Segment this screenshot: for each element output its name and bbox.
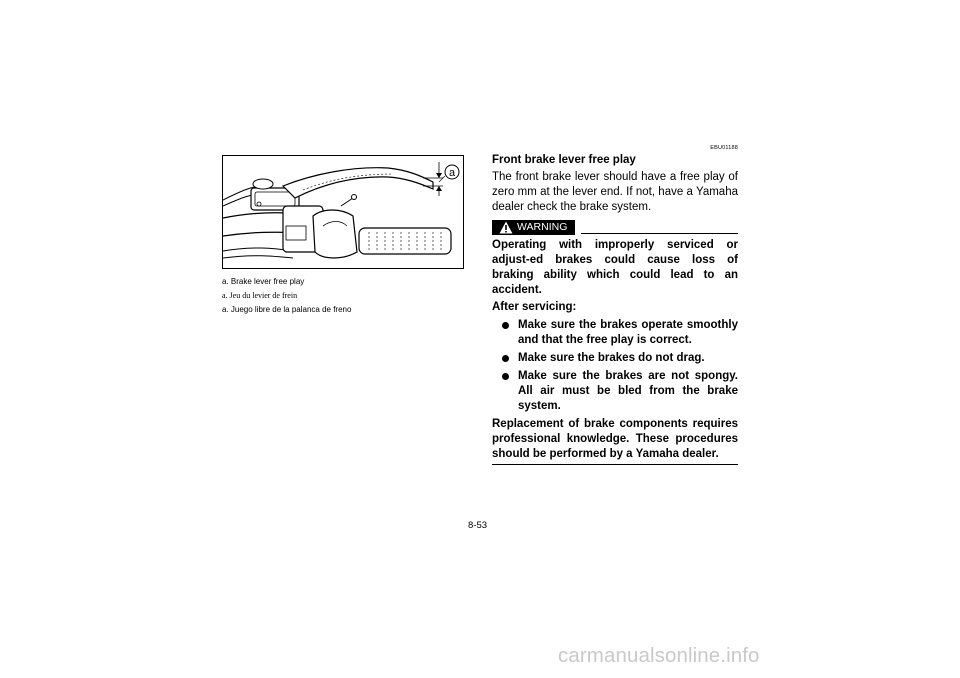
callout-label: a <box>448 167 456 179</box>
bullet-text: Make sure the brakes operate smoothly and that the free play is correct. <box>518 319 738 346</box>
intro-paragraph: The front brake lever should have a free play of zero mm at the lever end. If not, have a Yamaha dealer check the brake system. <box>492 171 738 213</box>
section-title: Front brake lever free play <box>492 154 636 166</box>
brake-lever-drawing <box>223 156 463 268</box>
warning-header <box>492 220 738 238</box>
closing-paragraph: Replacement of brake components requires professional knowledge. These procedures should be performed by a Yamaha dealer. <box>492 418 738 460</box>
bullet-item <box>492 369 738 414</box>
caption-french: a. Jeu du levier de frein <box>222 291 298 300</box>
text-column <box>492 145 738 465</box>
after-servicing-label: After servicing: <box>492 301 577 313</box>
bullet-dot-icon <box>502 355 509 362</box>
warning-triangle-icon <box>499 221 513 234</box>
bullet-text: Make sure the brakes do not drag. <box>518 352 705 364</box>
bullet-item <box>492 318 738 348</box>
reference-code: EBU01188 <box>710 145 738 151</box>
bullet-text: Make sure the brakes are not spongy. All air must be bled from the brake system. <box>518 370 738 412</box>
caption-spanish: a. Juego libre de la palanca de freno <box>222 305 352 314</box>
bullet-dot-icon <box>502 373 509 380</box>
bullet-dot-icon <box>502 322 509 329</box>
brake-lever-illustration <box>222 155 464 269</box>
bullet-item <box>492 351 738 366</box>
watermark-text: carmanualsonline.info <box>558 644 760 667</box>
warning-text: Operating with improperly serviced or adjust-ed brakes could cause loss of braking ability which could lead to an accident. <box>492 239 738 296</box>
warning-label: WARNING <box>517 221 568 233</box>
warning-badge <box>492 220 575 235</box>
page-number: 8-53 <box>468 520 488 531</box>
caption-english: a. Brake lever free play <box>222 277 305 286</box>
figure-captions <box>222 276 482 318</box>
warning-rule <box>581 233 738 234</box>
warning-end-rule <box>492 464 738 465</box>
